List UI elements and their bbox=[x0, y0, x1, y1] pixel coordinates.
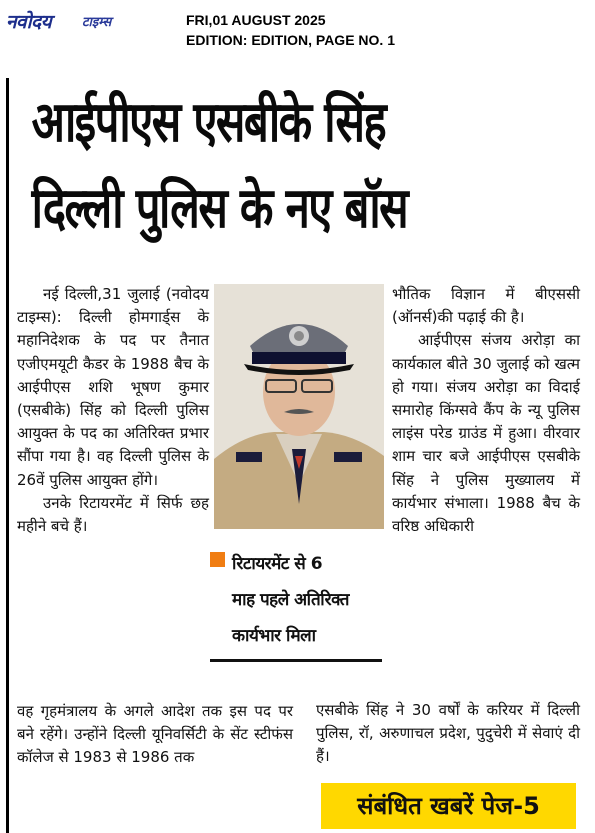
article-column-1 bbox=[17, 283, 209, 538]
article-column-3-continued: एसबीके सिंह ने 30 वर्षों के करियर में दिल्ली पुलिस, रॉ, अरुणाचल प्रदेश, पुदुचेरी में सेवाएं दी हैं। bbox=[316, 701, 580, 766]
pull-quote bbox=[210, 546, 382, 662]
article-paragraph: उनके रिटायरमेंट में सिर्फ छह महीने बचे हैं। bbox=[17, 493, 209, 536]
edition-meta bbox=[186, 10, 395, 50]
article-paragraph: आईपीएस संजय अरोड़ा का कार्यकाल बीते 30 जुलाई को खत्म हो गया। संजय अरोड़ा का विदाई समारोह किंग्सवे कैंप के न्यू पुलिस लाइंस परेड ग्राउंड में हुआ। वीरवार शाम चार बजे आईपीएस एसबीके सिंह ने पुलिस मुख्यालय में कार्यभार संभाला। 1988 बैच के वरिष्ठ अधिकारी bbox=[392, 331, 580, 536]
logo-main-text: नवोदय bbox=[6, 11, 52, 33]
page-header bbox=[0, 0, 595, 56]
date-line: FRI,01 AUGUST 2025 bbox=[186, 12, 326, 28]
newspaper-logo bbox=[6, 8, 134, 38]
pull-quote-text bbox=[232, 546, 384, 654]
headline-line-1: आईपीएस एसबीके सिंह bbox=[31, 90, 386, 155]
article-paragraph: भौतिक विज्ञान में बीएससी (ऑनर्स)की पढ़ाई की है। bbox=[392, 285, 580, 327]
related-news-banner[interactable] bbox=[321, 783, 576, 829]
orange-bullet-square bbox=[210, 552, 225, 567]
article-column-3 bbox=[392, 283, 580, 538]
headline-line-2: दिल्ली पुलिस के नए बॉस bbox=[31, 176, 408, 241]
officer-portrait-illustration bbox=[214, 284, 384, 529]
pull-quote-line: रिटायरमेंट से 6 bbox=[232, 554, 323, 574]
headline bbox=[16, 80, 590, 252]
pull-quote-line: माह पहले अतिरिक्त bbox=[232, 590, 349, 610]
left-column-rule bbox=[6, 78, 9, 833]
pull-quote-underline bbox=[210, 659, 382, 662]
officer-portrait-photo bbox=[214, 284, 384, 529]
pull-quote-line: कार्यभार मिला bbox=[232, 626, 316, 646]
related-news-text: संबंधित खबरें पेज-5 bbox=[357, 792, 540, 820]
article-paragraph: नई दिल्ली,31 जुलाई (नवोदय टाइम्स): दिल्ली होमगार्ड्स के महानिदेशक के पद पर तैनात एजीएमयूटी कैडर के 1988 बैच के आईपीएस शशि भूषण कुमार (एसबीके) सिंह को दिल्ली पुलिस आयुक्त के पद का अतिरिक्त प्रभार सौंपा गया है। वह दिल्ली पुलिस के 26वें पुलिस आयुक्त होंगे। bbox=[17, 285, 209, 489]
logo-sub-text: टाइम्स bbox=[82, 15, 112, 30]
edition-line: EDITION: EDITION, PAGE NO. 1 bbox=[186, 32, 395, 48]
article-column-1-continued: वह गृहमंत्रालय के अगले आदेश तक इस पद पर बने रहेंगे। उन्होंने दिल्ली यूनिवर्सिटी के सेंट स्टीफंस कॉलेज से 1983 से 1986 तक bbox=[17, 702, 293, 767]
